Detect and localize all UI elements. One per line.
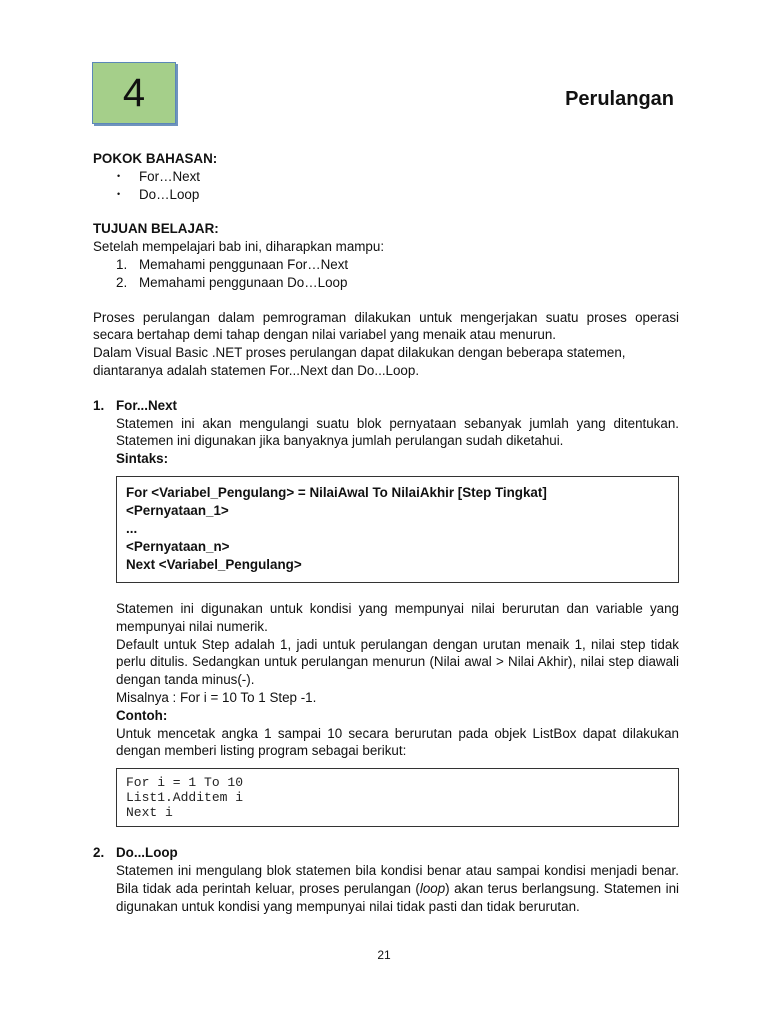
list-item: • For…Next [117,168,679,186]
section-body-do-loop [93,862,679,915]
page-content [93,150,679,915]
page-number: 21 [377,948,391,962]
tujuan-list [93,256,679,292]
tujuan-belajar-heading: TUJUAN BELAJAR: [93,221,219,237]
syntax-line: ... [126,520,138,536]
code-line: For i = 1 To 10 [126,775,244,791]
paragraph: Misalnya : For i = 10 To 1 Step -1. [116,689,317,705]
syntax-line: <Pernyataan_n> [126,538,230,554]
syntax-line: <Pernyataan_1> [126,502,229,518]
syntax-line: Next <Variabel_Pengulang> [126,556,302,572]
chapter-number: 4 [122,70,146,115]
list-item: 1. Memahami penggunaan For…Next [116,256,349,272]
intro-paragraph-2: Dalam Visual Basic .NET proses perulangan dapat dilakukan dengan beberapa statemen, diantaranya adalah statemen For...Next dan Do...Loop. [93,345,626,378]
pokok-bahasan-heading: POKOK BAHASAN: [93,151,218,166]
list-item: 2. Memahami penggunaan Do…Loop [116,274,348,290]
code-line: List1.Additem i [126,790,244,806]
contoh-label: Contoh: [116,707,168,723]
section-body-for-next [93,415,679,828]
paragraph: Statemen ini digunakan untuk kondisi yang mempunyai nilai berurutan dan variable yang mempunyai nilai numerik. [116,600,679,634]
chapter-number-box [92,62,176,124]
section-heading-do-loop: 2. Do...Loop [93,845,178,861]
syntax-line: For <Variabel_Pengulang> = NilaiAwal To NilaiAkhir [Step Tingkat] [126,484,547,500]
section-heading-for-next: 1. For...Next [93,397,178,413]
code-box [116,768,679,827]
paragraph: Untuk mencetak angka 1 sampai 10 secara berurutan pada objek ListBox dapat dilakukan dengan memberi listing program sebagai berikut: [116,725,679,759]
intro-paragraph-1: Proses perulangan dalam pemrograman dilakukan untuk mengerjakan suatu proses operasi secara bertahap demi tahap dengan nilai variabel yang menaik atau menurun. [93,309,679,343]
section-description: Statemen ini mengulang blok statemen bila kondisi benar atau sampai kondisi menjadi benar. Bila tidak ada perintah keluar, proses perulangan (loop) akan terus berlangsung. Statemen ini digunakan untuk kondisi yang mempunyai nilai tidak pasti dan tidak berurutan. [116,862,679,914]
paragraph: Default untuk Step adalah 1, jadi untuk perulangan dengan urutan menaik 1, nilai step tidak perlu ditulis. Sedangkan untuk perulangan menurun (Nilai awal > Nilai Akhir), nilai step diawali dengan tanda minus(-). [116,636,679,688]
tujuan-intro: Setelah mempelajari bab ini, diharapkan mampu: [93,239,385,255]
pokok-bahasan-list [93,168,679,204]
chapter-title: Perulangan [565,88,674,110]
code-line: Next i [126,805,173,821]
sintaks-label: Sintaks: [116,451,169,467]
syntax-box [116,476,679,583]
section-description: Statemen ini akan mengulangi suatu blok pernyataan sebanyak jumlah yang ditentukan. Statemen ini digunakan jika banyaknya jumlah perulangan sudah diketahui. [116,415,679,449]
list-item: • Do…Loop [117,186,679,204]
